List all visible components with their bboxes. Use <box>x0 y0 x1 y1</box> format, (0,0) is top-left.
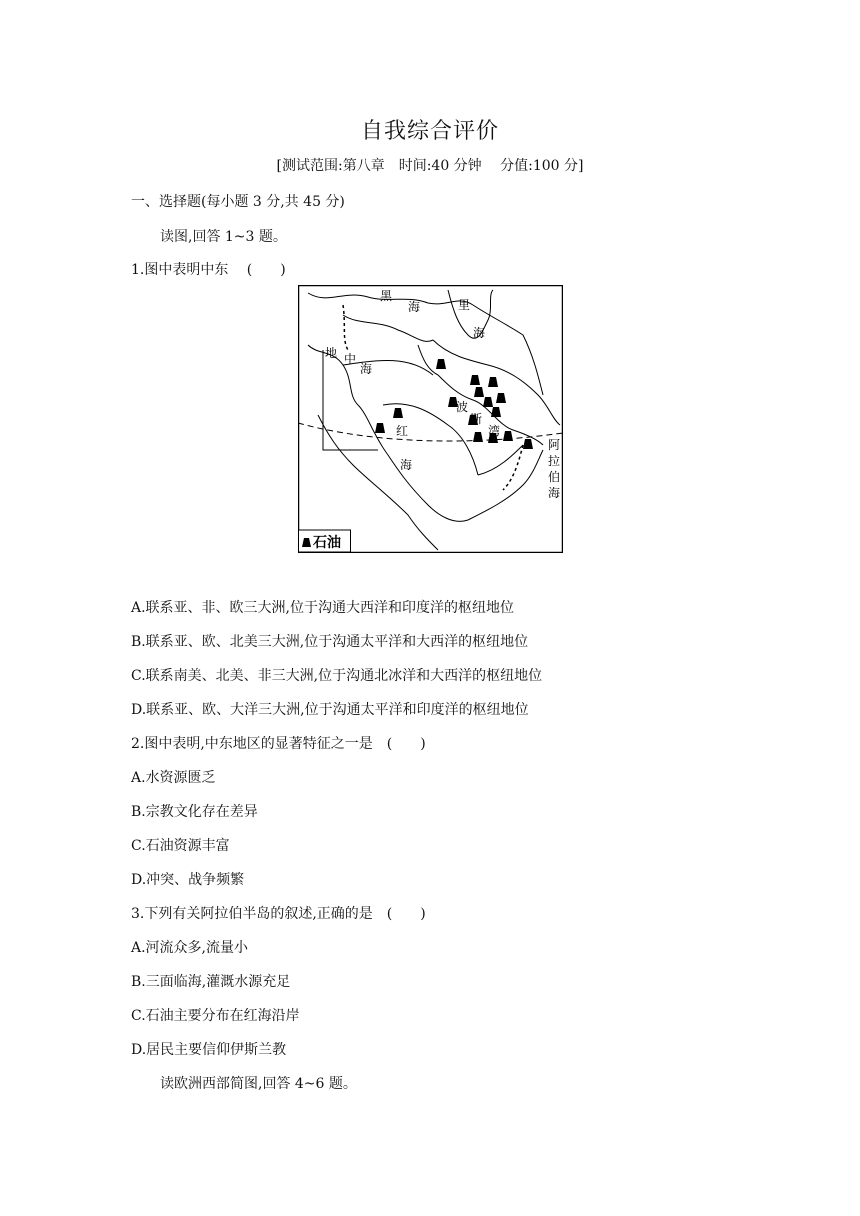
q3-option-c: C.石油主要分布在红海沿岸 <box>131 1008 300 1024</box>
question-1-stem: 1.图中表明中东 ( ) <box>131 262 286 278</box>
q1-option-c: C.联系南美、北美、非三大洲,位于沟通北冰洋和大西洋的枢纽地位 <box>131 668 543 684</box>
label-caspian-1: 里 <box>458 298 471 312</box>
page-title: 自我综合评价 <box>360 119 499 144</box>
q3-option-b: B.三面临海,灌溉水源充足 <box>131 974 291 990</box>
middle-east-map <box>298 285 563 553</box>
label-arab-2: 拉 <box>548 454 561 468</box>
label-gulf-2: 斯 <box>470 412 483 426</box>
label-arab-4: 海 <box>548 486 561 500</box>
question-2-stem: 2.图中表明,中东地区的显著特征之一是 ( ) <box>131 736 426 752</box>
label-red-1: 红 <box>396 424 409 438</box>
label-gulf-1: 波 <box>456 400 469 414</box>
q2-option-b: B.宗教文化存在差异 <box>131 804 258 820</box>
q2-option-a: A.水资源匮乏 <box>131 770 216 786</box>
q1-option-a: A.联系亚、非、欧三大洲,位于沟通大西洋和印度洋的枢纽地位 <box>131 600 515 616</box>
instruction-text-2: 读欧洲西部简图,回答 4~6 题。 <box>160 1076 357 1092</box>
label-caspian-2: 海 <box>473 326 486 340</box>
q3-option-a: A.河流众多,流量小 <box>131 940 249 956</box>
question-3-stem: 3.下列有关阿拉伯半岛的叙述,正确的是 ( ) <box>131 906 426 922</box>
label-med-2: 中 <box>344 352 357 366</box>
q2-option-c: C.石油资源丰富 <box>131 838 230 854</box>
test-info: [测试范围:第八章 时间:40 分钟 分值:100 分] <box>276 158 584 174</box>
legend-label: 石油 <box>313 535 341 551</box>
label-black-sea-1: 黑 <box>380 289 393 303</box>
label-med-1: 地 <box>325 346 338 360</box>
label-med-3: 海 <box>360 362 373 376</box>
label-black-sea-2: 海 <box>408 300 421 314</box>
q1-option-b: B.联系亚、欧、北美三大洲,位于沟通太平洋和大西洋的枢纽地位 <box>131 634 529 650</box>
label-arab-3: 伯 <box>548 470 561 484</box>
label-arab-1: 阿 <box>548 438 561 452</box>
label-red-2: 海 <box>400 458 413 472</box>
section-heading: 一、选择题(每小题 3 分,共 45 分) <box>131 194 345 210</box>
instruction-text: 读图,回答 1~3 题。 <box>160 229 287 245</box>
q2-option-d: D.冲突、战争频繁 <box>131 872 245 888</box>
q1-option-d: D.联系亚、欧、大洋三大洲,位于沟通太平洋和印度洋的枢纽地位 <box>131 702 529 718</box>
q3-option-d: D.居民主要信仰伊斯兰教 <box>131 1042 287 1058</box>
label-gulf-3: 湾 <box>488 424 501 438</box>
